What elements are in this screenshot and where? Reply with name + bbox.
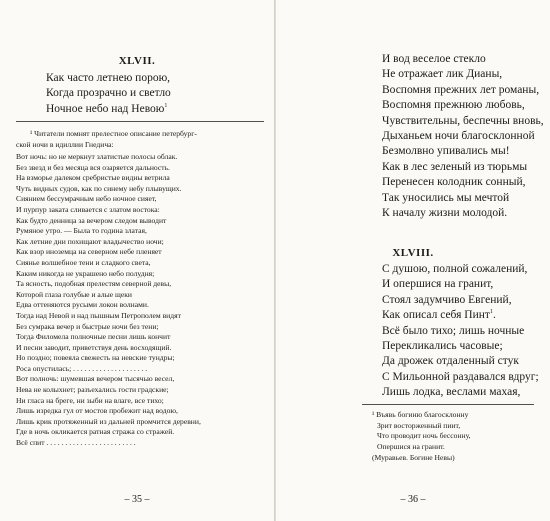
verse-line: Как в лес зеленый из тюрьмы	[382, 160, 528, 173]
footnote-line: Опершися на гранит.	[377, 441, 445, 451]
verse-stanza	[382, 52, 544, 221]
verse-line: С душою, полной сожалений,	[382, 263, 528, 275]
verse-line: Перенесен колодник сонный,	[382, 176, 526, 189]
right-page	[276, 0, 550, 521]
footnote-line: Что проводит ночь бессонну,	[377, 431, 471, 441]
chapter-heading: XLVIII.	[392, 247, 434, 259]
verse-line: Чувствительны, беспечны вновь,	[382, 114, 544, 127]
verse-line: С Мильонной раздавался вдруг;	[382, 370, 539, 383]
verse-line: Как описал себя Пинт$^1$.	[382, 309, 496, 322]
left-page	[0, 0, 274, 521]
footnote-line: Нева не колыхнет; разъехались гости градские;	[16, 385, 169, 395]
footnote-block	[372, 410, 471, 464]
verse-line: Дыханьем ночи благосклонной	[382, 130, 535, 143]
footnote-line: Сиянием бессумрачным небо ночное сияет,	[16, 194, 157, 204]
verse-line: Воспомня прежних лет романы,	[382, 83, 540, 96]
footnote-line: И пурпур заката сливается с златом востока:	[16, 204, 160, 214]
verse-line: Всё было тихо; лишь ночные	[382, 324, 525, 337]
footnote-line: Которой глаза голубые и алые щеки	[16, 289, 132, 299]
footnote-poem	[16, 152, 201, 449]
footnote-line: ¹ Въявь богиню благосклонну	[372, 410, 469, 419]
footnote-line: Но поздно; повеяла свежесть на невские тундры;	[16, 353, 175, 363]
footnote-line: Чуть видных судов, как по синему небу плывущих.	[16, 183, 182, 193]
chapter-heading: XLVII.	[118, 55, 156, 67]
footnote-line: Тогда над Невой и над пышным Петрополем видят	[16, 310, 181, 320]
footnote-line: Роса опустилась; . . . . . . . . . . . . . . . . . . . .	[16, 363, 148, 373]
footnote-line: Едва оттеняются русыми локон волнами.	[16, 300, 149, 310]
page-number: – 36 –	[400, 494, 426, 505]
verse-line: Воспомня прежнюю любовь,	[382, 99, 525, 112]
footnote-line: ¹ Читатели помнят прелестное описание петербург-	[30, 129, 197, 138]
footnote-source: (Муравьев. Богине Невы)	[372, 453, 455, 463]
verse-line: Да дрожек отдаленный стук	[382, 355, 520, 368]
verse-line: Перекликались часовые;	[382, 340, 503, 353]
footnote-line: Лишь изредка гул от мостов пробежит над водою,	[16, 406, 178, 416]
verse-line: Ночное небо над Невою$^1$	[46, 102, 168, 115]
verse-line: Безмолвно упивались мы!	[382, 145, 510, 158]
page-number: – 35 –	[124, 494, 150, 505]
footnote-intro	[16, 129, 197, 150]
footnote-line: Зрит восторженный пиит,	[377, 420, 461, 430]
footnote-line: Как взор иноземца на северном небе пленяет	[16, 247, 162, 257]
footnote-line: Ни гласа на бреге, ни зыби на влаге, все тихо;	[16, 395, 164, 405]
verse-line: Так уносились мы мечтой	[382, 191, 510, 204]
footnote-line: Вот ночь: но не меркнут златистые полосы облак.	[16, 152, 178, 161]
verse-line: Как часто летнею порою,	[46, 72, 171, 84]
footnote-line: ской ночи в идиллии Гнедича:	[16, 139, 114, 149]
footnote-line: Без сумрака вечер и быстрые ночи без тени;	[16, 321, 159, 331]
footnote-line: И песни заводит, приветствуя день восходящий.	[16, 342, 172, 352]
verse-stanza	[46, 71, 171, 117]
verse-line: И вод веселое стекло	[382, 53, 486, 65]
verse-line: Лишь лодка, веслами махая,	[382, 386, 521, 399]
verse-line: И опершися на гранит,	[382, 278, 494, 291]
footnote-line: Где в ночь окликается ратная стража со стражей.	[16, 427, 175, 437]
verse-line: Когда прозрачно и светло	[46, 87, 171, 100]
verse-stanza	[382, 262, 539, 401]
verse-line: К началу жизни молодой.	[382, 207, 508, 220]
footnote-line: Без звезд и без месяца вся озаряется дальность.	[16, 162, 170, 172]
footnote-line: Лишь крик протяженный из дальней промчится деревни,	[16, 416, 201, 426]
footnote-line: Та ясность, подобная прелестям северной девы,	[16, 279, 172, 289]
footnote-line: Как будто денница за вечером следом выводит	[16, 215, 167, 225]
footnote-line: На взморье далеком сребристые видны ветрила	[16, 173, 170, 183]
footnote-line: Тогда Филомела полночные песни лишь кончит	[16, 332, 171, 342]
footnote-marker: 1	[164, 102, 168, 109]
footnote-line: Сиянье волшебное тени и сладкого света,	[16, 257, 151, 267]
footnote-line: Каким никогда не украшено небо полудня;	[16, 268, 155, 278]
verse-line: Стоял задумчиво Евгений,	[382, 293, 512, 306]
footnote-separator	[362, 404, 534, 405]
footnote-separator	[16, 121, 264, 122]
footnote-line: Вот полночь: шумевшая вечером тысячью весел,	[16, 374, 175, 384]
footnote-line: Всё спит . . . . . . . . . . . . . . . . . . . . . . . .	[16, 438, 136, 448]
footnote-line: Как летние дни похищают владычество ночи;	[16, 236, 164, 246]
footnote-marker: 1	[489, 309, 493, 316]
footnote-line: Румяное утро. — Была то година златая,	[16, 226, 147, 236]
verse-line: Не отражает лик Дианы,	[382, 68, 503, 81]
